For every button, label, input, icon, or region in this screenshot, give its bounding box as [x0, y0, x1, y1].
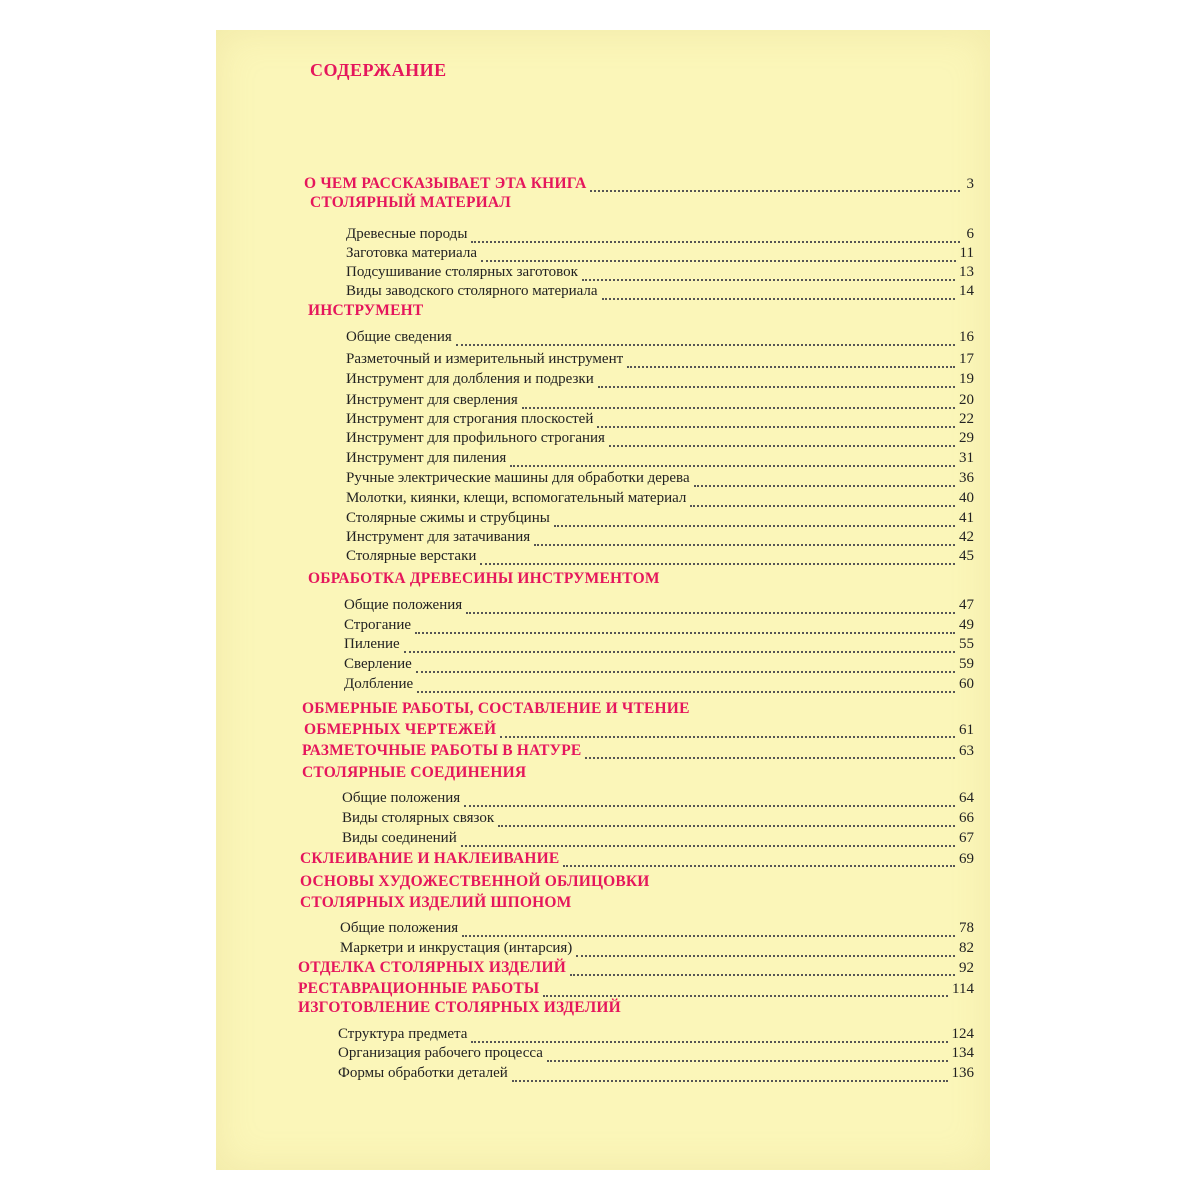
page-number: 17 [959, 351, 974, 367]
section-title: РЕСТАВРАЦИОННЫЕ РАБОТЫ [298, 980, 540, 997]
page-number: 124 [951, 1026, 974, 1042]
page-number: 22 [959, 411, 974, 427]
dot-leader [461, 844, 955, 847]
dot-leader [416, 670, 955, 673]
dot-leader [471, 1040, 947, 1043]
subsection-title: Долбление [344, 676, 414, 692]
dot-leader [563, 864, 955, 867]
dot-leader [456, 343, 955, 346]
subsection-title: Ручные электрические машины для обработки дерева [346, 470, 690, 486]
subsection-title: Строгание [344, 617, 412, 633]
page-number: 20 [959, 392, 974, 408]
page-number: 40 [959, 490, 974, 506]
page-title: СОДЕРЖАНИЕ [310, 60, 447, 80]
subsection-title: Заготовка материала [346, 245, 477, 261]
toc-entry [346, 430, 974, 452]
toc-entry [346, 548, 974, 570]
page-number: 82 [959, 940, 974, 956]
section-title: ИНСТРУМЕНТ [308, 302, 424, 319]
dot-leader [512, 1079, 948, 1082]
subsection-title: Общие положения [344, 597, 463, 613]
page-number: 59 [959, 656, 974, 672]
dot-leader [554, 524, 955, 527]
section-title: ОТДЕЛКА СТОЛЯРНЫХ ИЗДЕЛИЙ [298, 959, 566, 976]
dot-leader [602, 297, 955, 300]
subsection-title: Разметочный и измерительный инструмент [346, 351, 624, 367]
toc-entry [346, 329, 974, 351]
dot-leader [481, 259, 956, 262]
subsection-title: Виды заводского столярного материала [346, 283, 598, 299]
page-number: 45 [959, 548, 974, 564]
page-number: 114 [952, 981, 974, 997]
dot-leader [694, 484, 955, 487]
dot-leader [417, 690, 955, 693]
toc-entry [300, 873, 650, 895]
dot-leader [585, 756, 955, 759]
toc-entry [342, 810, 974, 832]
toc-entry [308, 570, 660, 592]
dot-leader [627, 365, 955, 368]
page-number: 41 [959, 510, 974, 526]
toc-entry [346, 470, 974, 492]
toc-entry [342, 790, 974, 812]
section-title: ОСНОВЫ ХУДОЖЕСТВЕННОЙ ОБЛИЦОВКИ [300, 873, 650, 890]
page-number: 134 [951, 1045, 974, 1061]
dot-leader [690, 504, 955, 507]
dot-leader [547, 1059, 948, 1062]
page-number: 19 [959, 371, 974, 387]
subsection-title: Общие сведения [346, 329, 452, 345]
subsection-title: Инструмент для затачивания [346, 529, 531, 545]
dot-leader [415, 631, 955, 634]
dot-leader [464, 804, 955, 807]
section-title: СКЛЕИВАНИЕ И НАКЛЕИВАНИЕ [300, 850, 560, 867]
page-number: 61 [959, 722, 974, 738]
dot-leader [576, 954, 955, 957]
page-number: 31 [959, 450, 974, 466]
toc-entry [302, 742, 974, 764]
dot-leader [598, 385, 955, 388]
page-number: 16 [959, 329, 974, 345]
page-number: 47 [959, 597, 974, 613]
toc-entry [346, 371, 974, 393]
book-page [216, 30, 990, 1170]
page-number: 13 [959, 264, 974, 280]
toc-entry [346, 351, 974, 373]
section-title: СТОЛЯРНЫЕ СОЕДИНЕНИЯ [302, 764, 527, 781]
page-number: 66 [959, 810, 974, 826]
section-title: ОБМЕРНЫЕ РАБОТЫ, СОСТАВЛЕНИЕ И ЧТЕНИЕ [302, 700, 690, 717]
toc-entry [338, 1045, 974, 1067]
subsection-title: Инструмент для строгания плоскостей [346, 411, 594, 427]
subsection-title: Инструмент для пиления [346, 450, 507, 466]
subsection-title: Общие положения [340, 920, 459, 936]
toc-entry [308, 302, 423, 324]
toc-entry [302, 700, 690, 722]
subsection-title: Сверление [344, 656, 412, 672]
subsection-title: Виды соединений [342, 830, 457, 846]
page-number: 55 [959, 636, 974, 652]
toc-entry [298, 999, 621, 1021]
page-number: 78 [959, 920, 974, 936]
dot-leader [471, 240, 960, 243]
toc-entry [344, 636, 974, 658]
toc-entry [304, 721, 974, 743]
dot-leader [522, 406, 955, 409]
toc-entry [302, 764, 526, 786]
toc-entry [344, 597, 974, 619]
subsection-title: Молотки, киянки, клещи, вспомогательный материал [346, 490, 687, 506]
subsection-title: Инструмент для сверления [346, 392, 518, 408]
dot-leader [534, 543, 955, 546]
subsection-title: Столярные сжимы и струбцины [346, 510, 550, 526]
dot-leader [582, 278, 955, 281]
page-number: 36 [959, 470, 974, 486]
section-title: РАЗМЕТОЧНЫЕ РАБОТЫ В НАТУРЕ [302, 742, 582, 759]
dot-leader [498, 824, 955, 827]
page-number: 42 [959, 529, 974, 545]
dot-leader [597, 425, 955, 428]
toc-entry [346, 283, 974, 305]
toc-entry [340, 920, 974, 942]
dot-leader [500, 735, 955, 738]
subsection-title: Организация рабочего процесса [338, 1045, 543, 1061]
toc-entry [338, 1065, 974, 1087]
page-number: 69 [959, 851, 974, 867]
page-number: 64 [959, 790, 974, 806]
page-number: 136 [951, 1065, 974, 1081]
toc-entry [344, 656, 974, 678]
dot-leader [510, 464, 955, 467]
subsection-title: Общие положения [342, 790, 461, 806]
page-number: 60 [959, 676, 974, 692]
subsection-title: Структура предмета [338, 1026, 468, 1042]
section-title: ОБМЕРНЫХ ЧЕРТЕЖЕЙ [304, 721, 497, 738]
subsection-title: Маркетри и инкрустация (интарсия) [340, 940, 573, 956]
toc-entry [346, 450, 974, 472]
section-title: СТОЛЯРНЫЙ МАТЕРИАЛ [310, 194, 512, 211]
page-number: 49 [959, 617, 974, 633]
toc-entry [344, 676, 974, 698]
section-title: ИЗГОТОВЛЕНИЕ СТОЛЯРНЫХ ИЗДЕЛИЙ [298, 999, 621, 1016]
dot-leader [570, 973, 955, 976]
toc-entry [300, 850, 974, 872]
dot-leader [590, 189, 960, 192]
page-number: 6 [966, 226, 974, 242]
section-title: ОБРАБОТКА ДРЕВЕСИНЫ ИНСТРУМЕНТОМ [308, 570, 660, 587]
page-number: 14 [959, 283, 974, 299]
subsection-title: Виды столярных связок [342, 810, 495, 826]
page-number: 67 [959, 830, 974, 846]
subsection-title: Древесные породы [346, 226, 468, 242]
dot-leader [466, 611, 955, 614]
dot-leader [609, 444, 955, 447]
section-title: О ЧЕМ РАССКАЗЫВАЕТ ЭТА КНИГА [304, 175, 587, 192]
table-of-contents [216, 30, 990, 1170]
page-number: 63 [959, 743, 974, 759]
subsection-title: Инструмент для профильного строгания [346, 430, 605, 446]
dot-leader [480, 562, 955, 565]
page-number: 11 [959, 245, 974, 261]
page-number: 92 [959, 960, 974, 976]
section-title: СТОЛЯРНЫХ ИЗДЕЛИЙ ШПОНОМ [300, 894, 572, 911]
toc-entry [346, 490, 974, 512]
dot-leader [462, 934, 955, 937]
subsection-title: Формы обработки деталей [338, 1065, 508, 1081]
dot-leader [404, 650, 955, 653]
toc-entry [300, 894, 571, 916]
subsection-title: Подсушивание столярных заготовок [346, 264, 578, 280]
toc-entry [298, 959, 974, 981]
toc-entry [310, 194, 511, 216]
toc-entry [342, 830, 974, 852]
dot-leader [543, 994, 948, 997]
subsection-title: Столярные верстаки [346, 548, 477, 564]
subsection-title: Инструмент для долбления и подрезки [346, 371, 594, 387]
page-number: 3 [966, 176, 974, 192]
subsection-title: Пиление [344, 636, 400, 652]
page-number: 29 [959, 430, 974, 446]
